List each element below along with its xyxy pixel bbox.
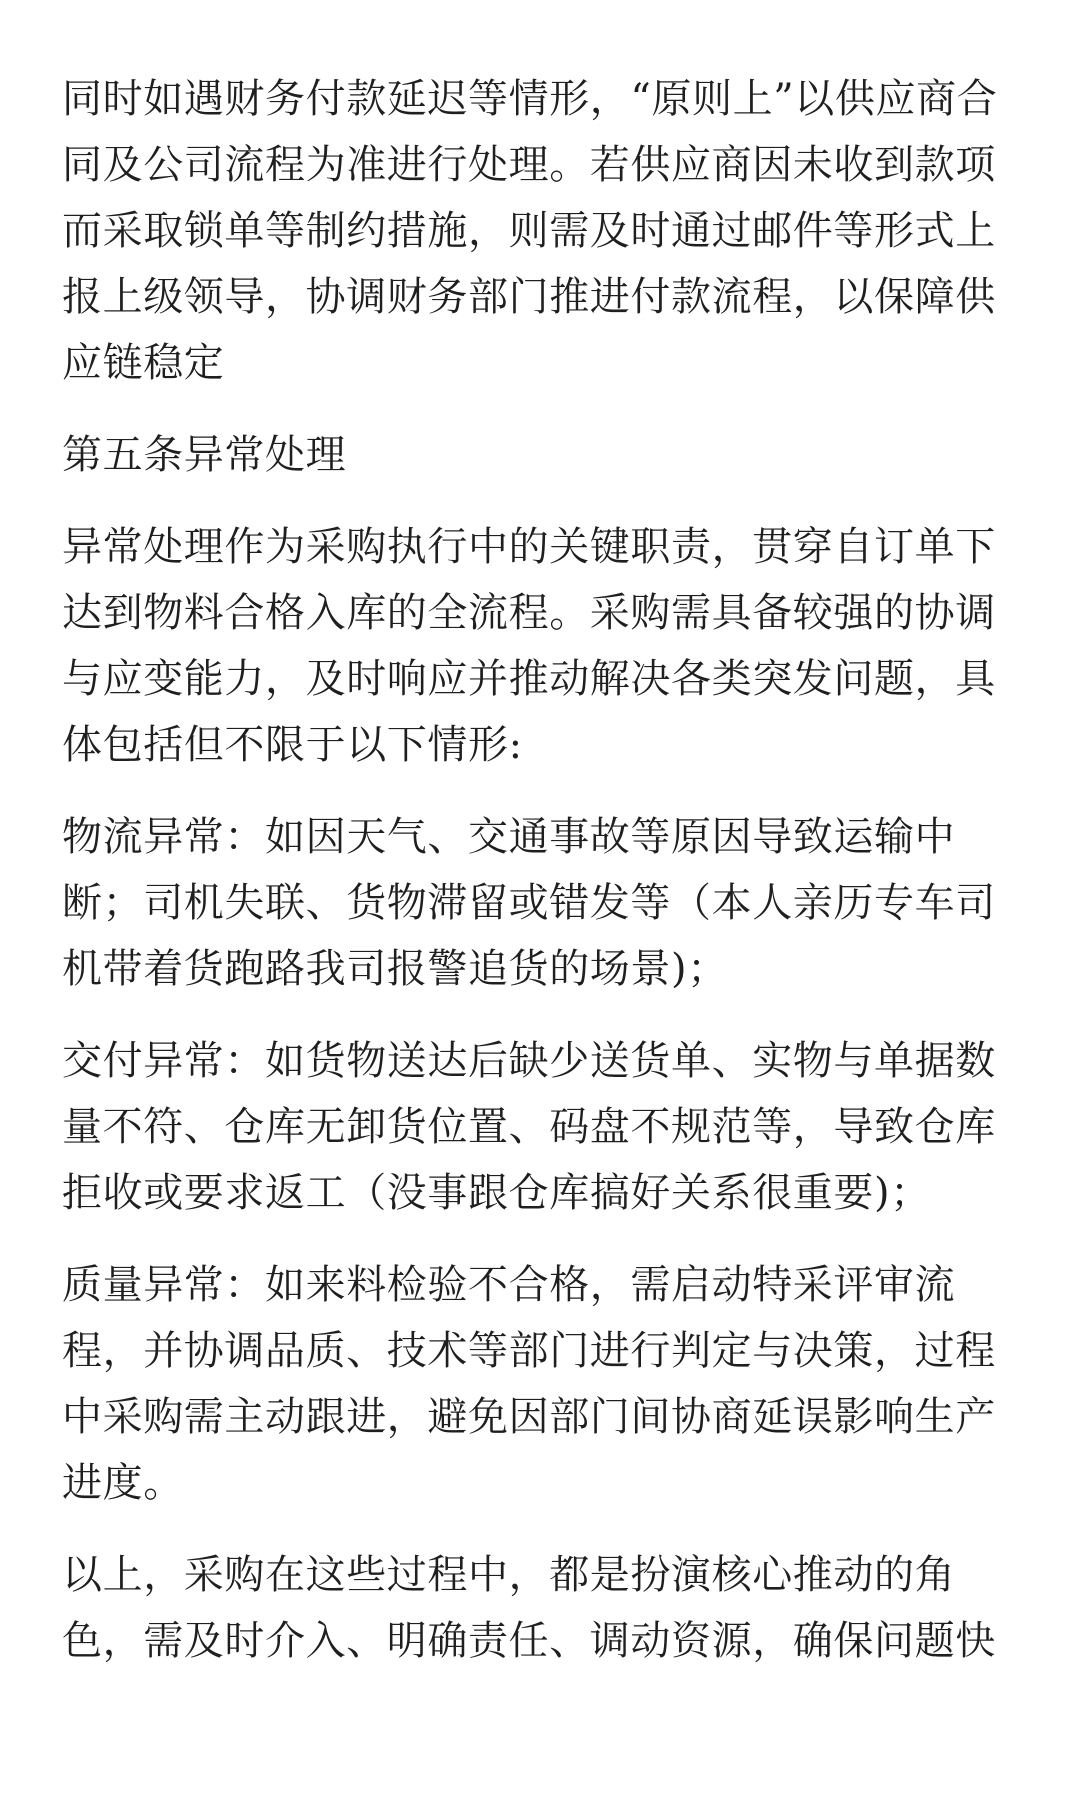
paragraph-payment-delay: 同时如遇财务付款延迟等情形，“原则上”以供应商合同及公司流程为准进行处理。若供应商因未收到款项而采取锁单等制约措施，则需及时通过邮件等形式上报上级领导，协调财务部门推进付款流程，以保障供应链稳定 — [62, 76, 998, 386]
paragraph-delivery-exception: 交付异常：如货物送达后缺少送货单、实物与单据数量不符、仓库无卸货位置、码盘不规范等，导致仓库拒收或要求返工（没事跟仓库搞好关系很重要)； — [62, 1038, 996, 1216]
paragraph-conclusion: 以上，采购在这些过程中，都是扮演核心推动的角色，需及时介入、明确责任、调动资源，确保问题快 — [62, 1552, 996, 1664]
paragraph-section-intro: 异常处理作为采购执行中的关键职责，贯穿自订单下达到物料合格入库的全流程。采购需具备较强的协调与应变能力，及时响应并推动解决各类突发问题，具体包括但不限于以下情形: — [62, 524, 996, 768]
section-title: 第五条异常处理 — [62, 432, 347, 478]
paragraph-logistics-exception: 物流异常：如因天气、交通事故等原因导致运输中断；司机失联、货物滞留或错发等（本人亲历专车司机带着货跑路我司报警追货的场景)； — [62, 814, 996, 992]
paragraph-quality-exception: 质量异常：如来料检验不合格，需启动特采评审流程，并协调品质、技术等部门进行判定与决策，过程中采购需主动跟进，避免因部门间协商延误影响生产进度。 — [62, 1262, 996, 1506]
article-body — [62, 66, 1027, 1700]
